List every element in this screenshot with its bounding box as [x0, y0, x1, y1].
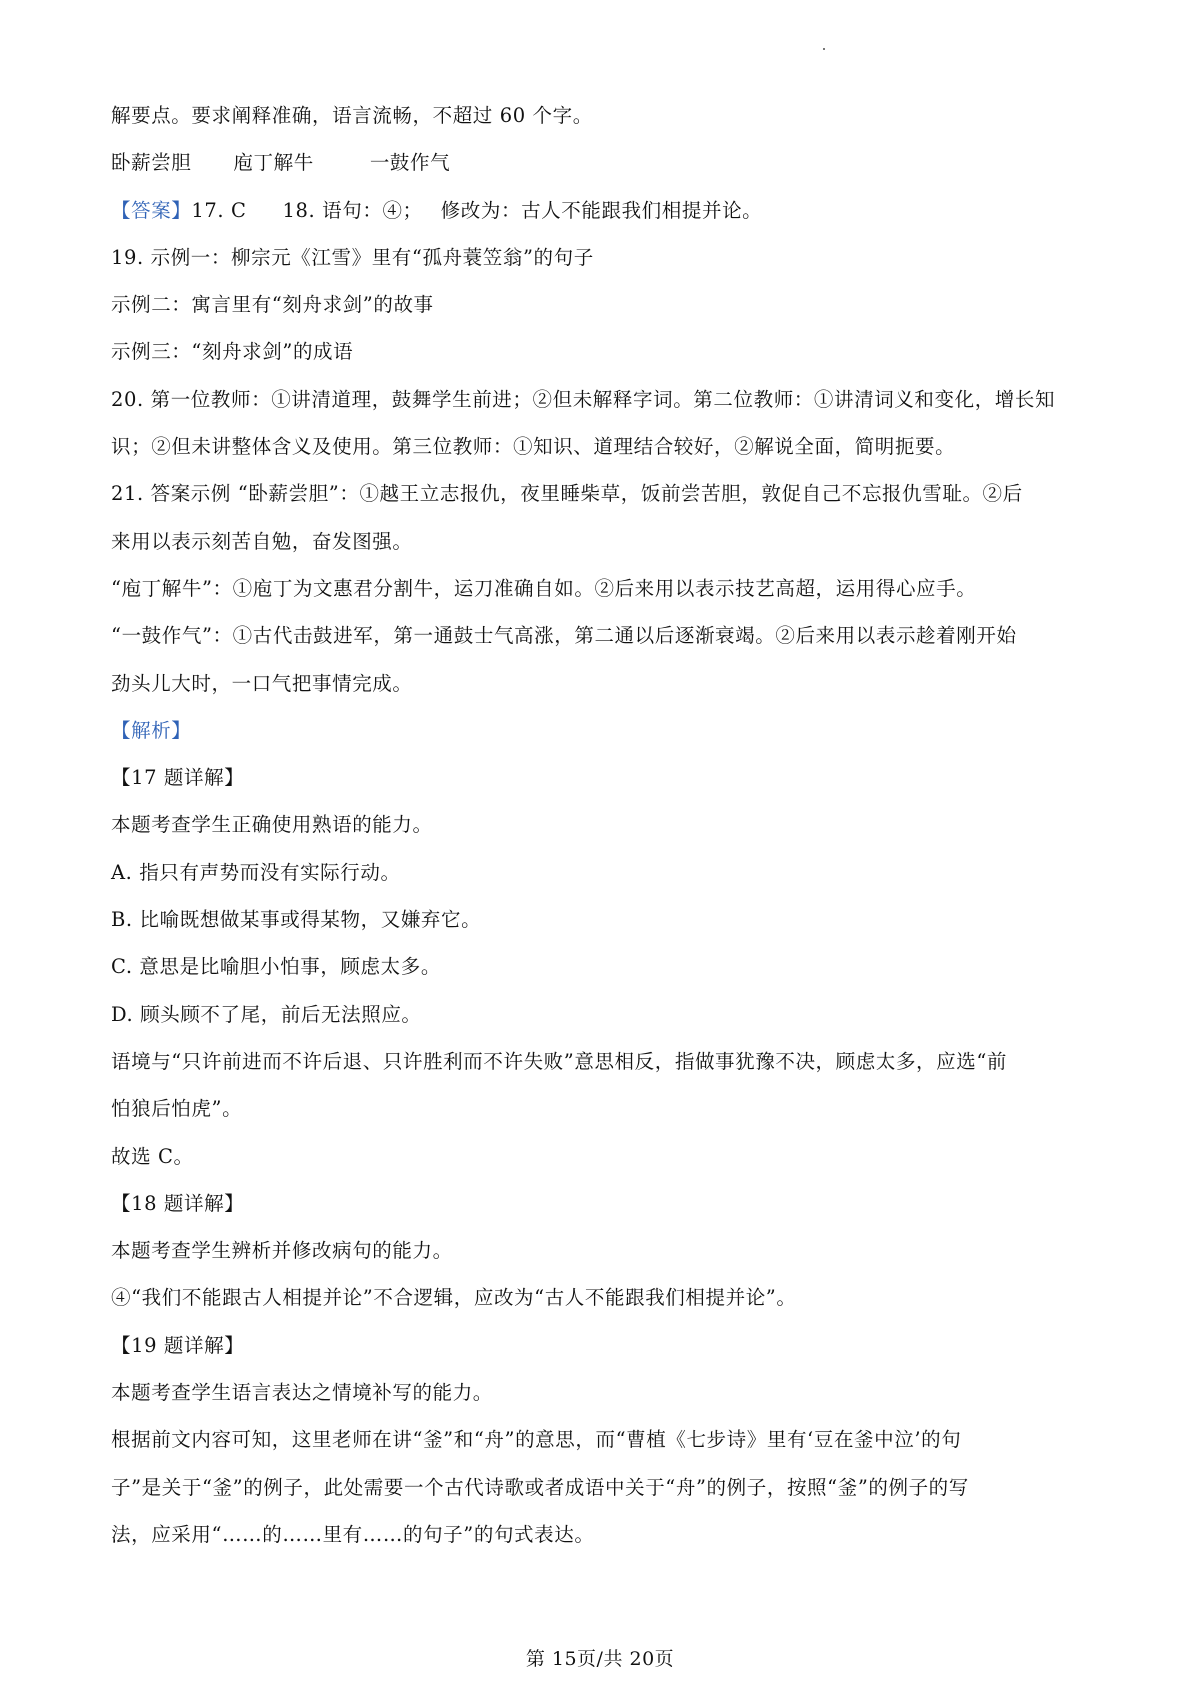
- option-b: B. 比喻既想做某事或得某物，又嫌弃它。: [111, 908, 482, 932]
- answer-tag: 【答案】: [111, 198, 192, 222]
- option-d: D. 顾头顾不了尾，前后无法照应。: [111, 1002, 422, 1026]
- answer-q18-fix: 修改为：古人不能跟我们相提并论。: [440, 198, 763, 222]
- answer-q18-sentence: 18. 语句：④；: [282, 198, 423, 222]
- text-line: 20. 第一位教师：①讲清道理，鼓舞学生前进；②但未解释字词。第二位教师：①讲清词义和变化，增长知: [111, 387, 1056, 411]
- analysis-tag: 【解析】: [111, 718, 192, 742]
- section-heading-18: 【18 题详解】: [111, 1191, 245, 1215]
- text-line: 根据前文内容可知，这里老师在讲“釜”和“舟”的意思，而“曹植《七步诗》里有‘豆在釜中泣’的句: [111, 1428, 962, 1452]
- option-a: A. 指只有声势而没有实际行动。: [111, 860, 401, 884]
- text-line: 故选 C。: [111, 1144, 194, 1168]
- text-line: ④“我们不能跟古人相提并论”不合逻辑，应改为“古人不能跟我们相提并论”。: [111, 1286, 797, 1310]
- section-heading-17: 【17 题详解】: [111, 766, 245, 790]
- answer-line: [111, 187, 1101, 234]
- text-line: 语境与“只许前进而不许后退、只许胜利而不许失败”意思相反，指做事犹豫不决，顾虑太多，应选“前: [111, 1049, 1008, 1073]
- idiom-2: 庖丁解牛: [233, 151, 314, 175]
- document-body: [111, 92, 1101, 1558]
- text-line: 示例二：寓言里有“刻舟求剑”的故事: [111, 293, 434, 317]
- idiom-list: [111, 139, 1101, 186]
- text-line: 来用以表示刻苦自勉，奋发图强。: [111, 529, 413, 553]
- text-line: 怕狼后怕虎”。: [111, 1097, 243, 1121]
- text-line: 21. 答案示例 “卧薪尝胆”：①越王立志报仇，夜里睡柴草，饭前尝苦胆，敦促自己不忘报仇雪耻。②后: [111, 482, 1023, 506]
- answer-q17: 17. C: [191, 198, 247, 222]
- text-line: 示例三：“刻舟求剑”的成语: [111, 340, 354, 364]
- text-line: 法，应采用“……的……里有……的句子”的句式表达。: [111, 1522, 595, 1546]
- text-line: “庖丁解牛”：①庖丁为文惠君分割牛，运刀准确自如。②后来用以表示技艺高超，运用得心应手。: [111, 576, 977, 600]
- text-line: 识；②但未讲整体含义及使用。第三位教师：①知识、道理结合较好，②解说全面，简明扼要。: [111, 435, 956, 459]
- section-heading-19: 【19 题详解】: [111, 1333, 245, 1357]
- idiom-1: 卧薪尝胆: [111, 151, 192, 175]
- text-line: 本题考查学生语言表达之情境补写的能力。: [111, 1381, 493, 1405]
- text-line: 19. 示例一：柳宗元《江雪》里有“孤舟蓑笠翁”的句子: [111, 245, 594, 269]
- text-line: 本题考查学生辨析并修改病句的能力。: [111, 1239, 453, 1263]
- text-line: 子”是关于“釜”的例子，此处需要一个古代诗歌或者成语中关于“舟”的例子，按照“釜”的例子的写: [111, 1475, 969, 1499]
- text-line: 劲头儿大时，一口气把事情完成。: [111, 671, 413, 695]
- scan-dot: [823, 48, 825, 50]
- text-line: 本题考查学生正确使用熟语的能力。: [111, 813, 433, 837]
- text-line: 解要点。要求阐释准确，语言流畅，不超过 60 个字。: [111, 104, 593, 127]
- page-footer: 第 15页/共 20页: [525, 1648, 675, 1670]
- option-c: C. 意思是比喻胆小怕事，顾虑太多。: [111, 955, 441, 979]
- idiom-3: 一鼓作气: [369, 151, 451, 175]
- text-line: “一鼓作气”：①古代击鼓进军，第一通鼓士气高涨，第二通以后逐渐衰竭。②后来用以表示趁着刚开始: [111, 624, 1017, 648]
